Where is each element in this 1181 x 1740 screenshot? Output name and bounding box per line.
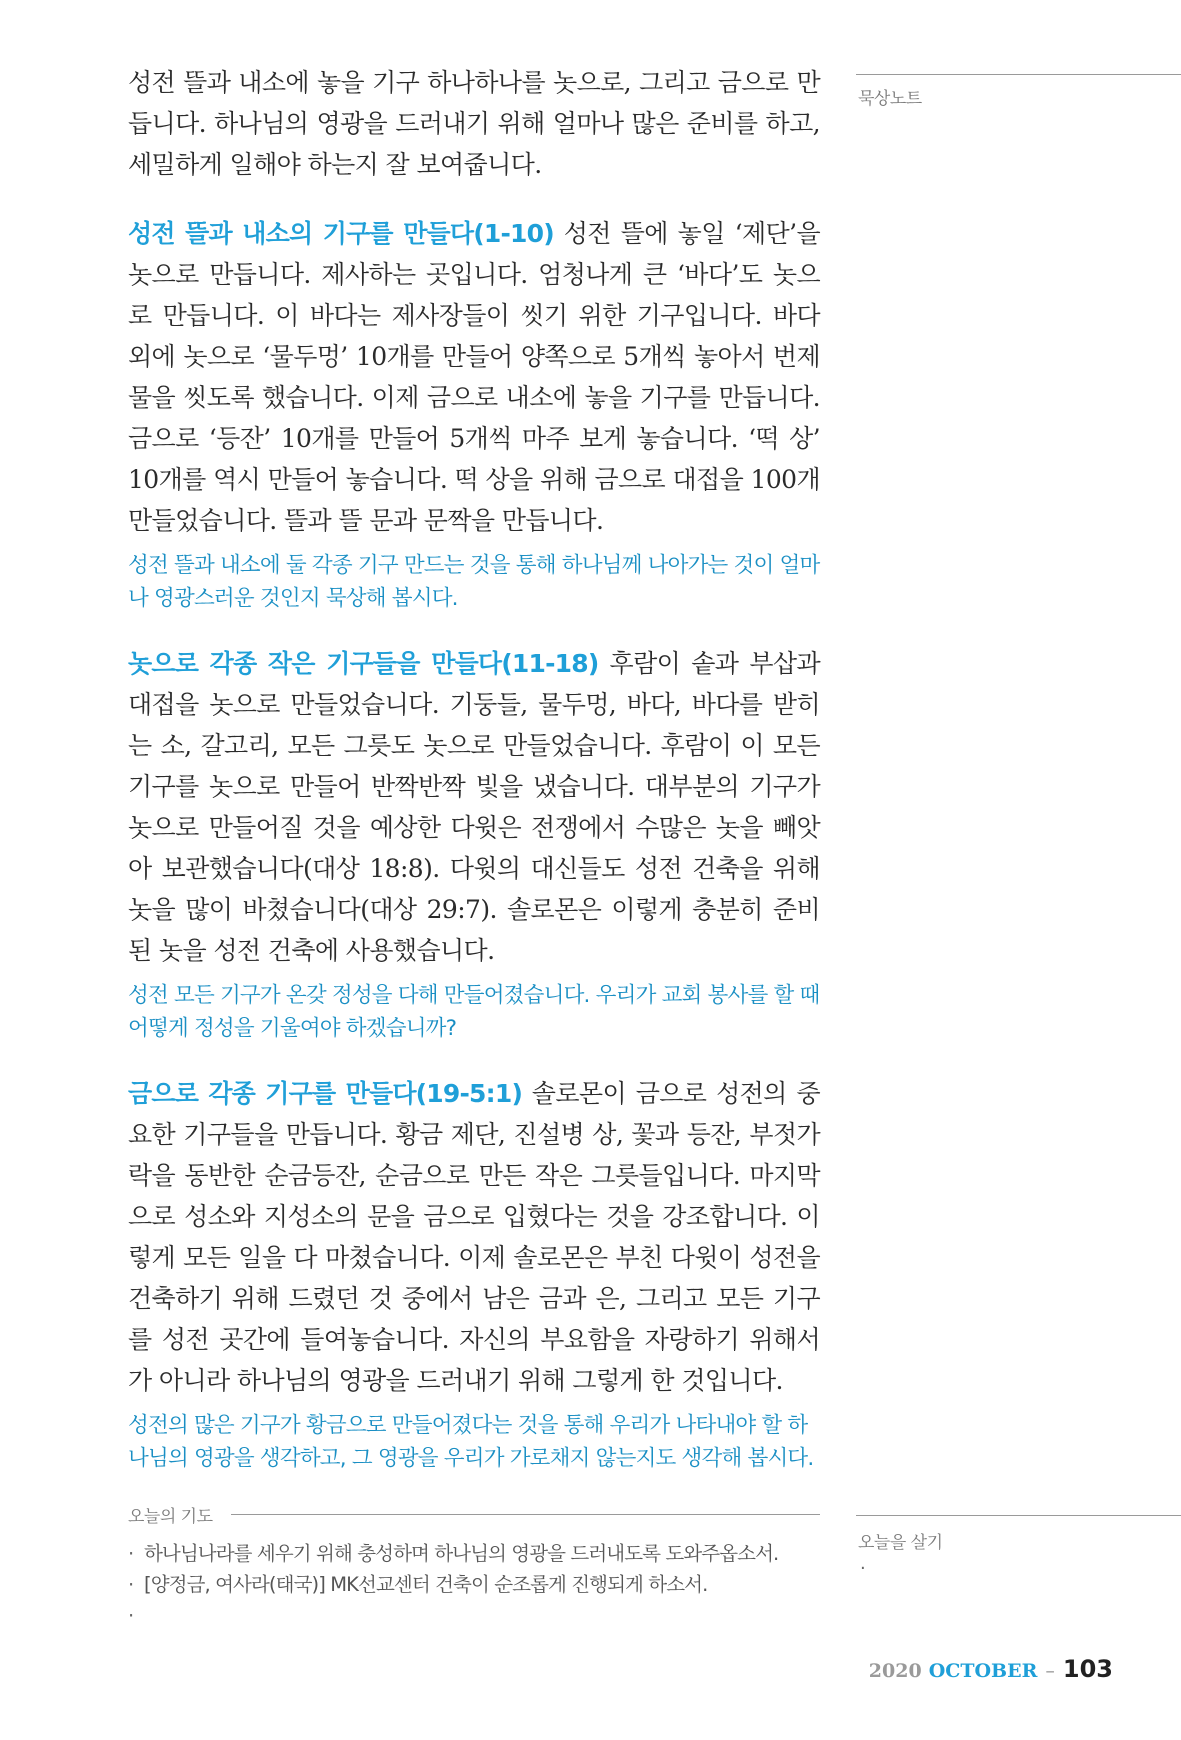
footer-dash: – xyxy=(1045,1660,1055,1682)
prayer-item-text: 하나님나라를 세우기 위해 충성하며 하나님의 영광을 드러내도록 도와주옵소서. xyxy=(144,1542,779,1565)
section-text: 후람이 솥과 부삽과 대접을 놋으로 만들었습니다. 기둥들, 물두멍, 바다, 바다를 받히는 소, 갈고리, 모든 그릇도 놋으로 만들었습니다. 후람이 이 모든 기구를 놋으로 만들어 반짝반짝 빛을 냈습니다. 대부분의 기구가 놋으로 만들어질 것을 예상한 다윗은 전쟁에서 수많은 놋을 빼앗아 보관했습니다(대상 18:8). 다윗의 대신들도 성전 건축을 위해 놋을 많이 바쳤습니다(대상 29:7). 솔로몬은 이렇게 충분히 준비된 놋을 성전 건축에 사용했습니다. xyxy=(128,649,820,965)
footer-month: OCTOBER xyxy=(928,1660,1038,1682)
living-today-bullet: · xyxy=(860,1558,866,1579)
sidebar-bottom-rule xyxy=(856,1515,1181,1516)
prayer-item xyxy=(128,1600,828,1631)
prayer-rule xyxy=(231,1514,820,1515)
prayer-list xyxy=(128,1538,828,1631)
meditation-question: 성전 뜰과 내소에 둘 각종 기구 만드는 것을 통해 하나님께 나아가는 것이 얼마나 영광스러운 것인지 묵상해 봅시다. xyxy=(128,553,820,611)
section-3 xyxy=(128,1073,820,1475)
section-body xyxy=(128,213,820,541)
prayer-header xyxy=(128,1502,820,1526)
meditation-question: 성전 모든 기구가 온갖 정성을 다해 만들어졌습니다. 우리가 교회 봉사를 할 때 어떻게 정성을 기울여야 하겠습니까? xyxy=(128,983,820,1041)
meditation-notes-label: 묵상노트 xyxy=(858,89,922,109)
section-1 xyxy=(128,213,820,615)
section-text: 솔로몬이 금으로 성전의 중요한 기구들을 만듭니다. 황금 제단, 진설병 상, 꽃과 등잔, 부젓가락을 동반한 순금등잔, 순금으로 만든 작은 그릇들입니다. 마지막으로 성소와 지성소의 문을 금으로 입혔다는 것을 강조합니다. 이렇게 모든 일을 다 마쳤습니다. 이제 솔로몬은 부친 다윗이 성전을 건축하기 위해 드렸던 것 중에서 남은 금과 은, 그리고 모든 기구를 성전 곳간에 들여놓습니다. 자신의 부요함을 자랑하기 위해서가 아니라 하나님의 영광을 드러내기 위해 그렇게 한 것입니다. xyxy=(128,1079,820,1395)
bullet-icon: · xyxy=(128,1604,134,1627)
section-heading: 금으로 각종 기구를 만들다(19-5:1) xyxy=(128,1079,523,1108)
intro-paragraph: 성전 뜰과 내소에 놓을 기구 하나하나를 놋으로, 그리고 금으로 만듭니다. 하나님의 영광을 드러내기 위해 얼마나 많은 준비를 하고, 세밀하게 일해야 하는지 잘 보여줍니다. xyxy=(128,68,820,179)
meditation-question: 성전의 많은 기구가 황금으로 만들어졌다는 것을 통해 우리가 나타내야 할 하나님의 영광을 생각하고, 그 영광을 우리가 가로채지 않는지도 생각해 봅시다. xyxy=(128,1413,814,1471)
prayer-title: 오늘의 기도 xyxy=(128,1506,213,1527)
prayer-item xyxy=(128,1569,828,1600)
section-heading: 성전 뜰과 내소의 기구를 만들다(1-10) xyxy=(128,219,554,248)
prayer-item-text: [양정금, 여사라(태국)] MK선교센터 건축이 순조롭게 진행되게 하소서. xyxy=(144,1573,708,1596)
sidebar-top-rule xyxy=(856,74,1181,75)
section-heading: 놋으로 각종 작은 기구들을 만들다(11-18) xyxy=(128,649,599,678)
prayer-item xyxy=(128,1538,828,1569)
bullet-icon: · xyxy=(128,1573,134,1596)
section-body xyxy=(128,643,820,971)
page-number: 103 xyxy=(1062,1655,1113,1683)
bullet-icon: · xyxy=(128,1542,134,1565)
footer-year: 2020 xyxy=(868,1660,922,1682)
page-footer xyxy=(869,1655,1113,1683)
living-today-label: 오늘을 살기 xyxy=(858,1533,943,1553)
main-column xyxy=(128,62,820,1475)
section-text: 성전 뜰에 놓일 ‘제단’을 놋으로 만듭니다. 제사하는 곳입니다. 엄청나게 큰 ‘바다’도 놋으로 만듭니다. 이 바다는 제사장들이 씻기 위한 기구입니다. 바다 외에 놋으로 ‘물두멍’ 10개를 만들어 양쪽으로 5개씩 놓아서 번제물을 씻도록 했습니다. 이제 금으로 내소에 놓을 기구를 만듭니다. 금으로 ‘등잔’ 10개를 만들어 5개씩 마주 보게 놓습니다. ‘떡 상’ 10개를 역시 만들어 놓습니다. 떡 상을 위해 금으로 대접을 100개 만들었습니다. 뜰과 뜰 문과 문짝을 만듭니다. xyxy=(128,219,820,535)
section-2 xyxy=(128,643,820,1045)
section-body xyxy=(128,1073,820,1401)
